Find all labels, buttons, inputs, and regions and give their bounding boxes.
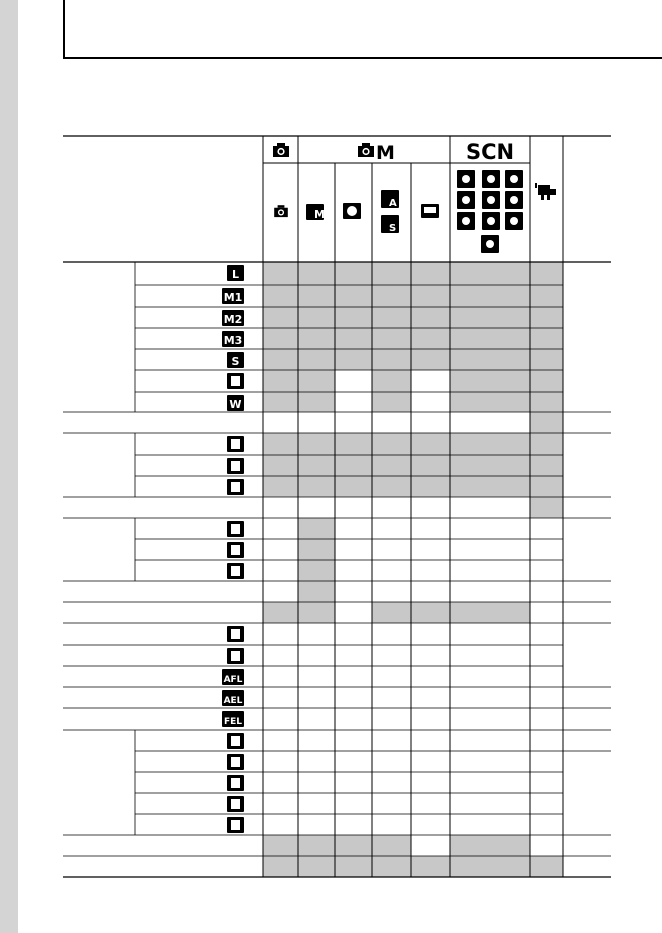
scene-mode-glyph xyxy=(487,217,495,225)
shaded-cell xyxy=(450,835,530,856)
shaded-cell xyxy=(450,307,530,328)
shaded-cell xyxy=(372,602,411,623)
shaded-cell xyxy=(450,370,530,392)
camera-manual-icon xyxy=(358,143,374,157)
shaded-cell xyxy=(263,285,298,307)
shaded-cell xyxy=(450,433,530,455)
shaded-cell xyxy=(530,370,563,392)
scene-mode-glyph xyxy=(487,175,495,183)
my-colors-s-label: S xyxy=(389,223,397,234)
shaded-cell xyxy=(450,602,530,623)
shaded-cell xyxy=(263,433,298,455)
infinity-glyph xyxy=(231,651,240,661)
flash-off-glyph xyxy=(231,566,240,576)
fine-glyph xyxy=(231,461,240,471)
shaded-cell xyxy=(335,262,372,285)
shaded-cell xyxy=(298,370,335,392)
recording-pixels-M3-glyph: M3 xyxy=(223,334,243,347)
shaded-cell xyxy=(411,349,450,370)
manual-m-glyph: M xyxy=(314,208,325,221)
shaded-cell xyxy=(411,476,450,497)
shaded-cell xyxy=(298,285,335,307)
shaded-cell xyxy=(450,349,530,370)
shaded-cell xyxy=(298,455,335,476)
shaded-cell xyxy=(450,392,530,412)
scene-label: SCN xyxy=(466,140,515,164)
flash-on-glyph xyxy=(231,545,240,555)
shaded-cell xyxy=(335,328,372,349)
shaded-cell xyxy=(263,262,298,285)
shaded-cell xyxy=(530,433,563,455)
shaded-cell xyxy=(298,392,335,412)
postcard-glyph xyxy=(231,376,240,386)
camera-icon xyxy=(273,143,289,157)
shaded-cell xyxy=(263,392,298,412)
shaded-cell xyxy=(335,856,372,877)
shaded-cell xyxy=(298,518,335,539)
widescreen-glyph: W xyxy=(229,398,242,411)
shaded-cell xyxy=(530,412,563,433)
auto-flash-glyph xyxy=(231,524,240,534)
shaded-cell xyxy=(411,856,450,877)
shaded-cell xyxy=(411,433,450,455)
shaded-cell xyxy=(298,856,335,877)
shaded-cell xyxy=(530,328,563,349)
shaded-cell xyxy=(411,262,450,285)
shaded-cell xyxy=(372,262,411,285)
shaded-cell xyxy=(298,476,335,497)
shaded-cell xyxy=(335,285,372,307)
superfine-glyph xyxy=(231,439,240,449)
shaded-cell xyxy=(372,328,411,349)
ae-lock-glyph: AEL xyxy=(223,696,243,706)
scene-mode-glyph xyxy=(486,240,494,248)
shaded-cell xyxy=(298,835,335,856)
shaded-cell xyxy=(530,285,563,307)
self-timer-2s-glyph xyxy=(231,799,240,809)
shaded-cell xyxy=(298,581,335,602)
shaded-cell xyxy=(530,476,563,497)
shaded-cell xyxy=(530,262,563,285)
shaded-cell xyxy=(450,856,530,877)
self-timer-10s-glyph xyxy=(231,778,240,788)
shaded-cell xyxy=(335,307,372,328)
shaded-cell xyxy=(450,285,530,307)
shaded-cell xyxy=(263,476,298,497)
shaded-cell xyxy=(263,455,298,476)
normal-glyph xyxy=(231,482,240,492)
shaded-cell xyxy=(372,307,411,328)
shaded-cell xyxy=(263,856,298,877)
shaded-cell xyxy=(335,476,372,497)
scene-mode-glyph xyxy=(462,217,470,225)
recording-pixels-L-glyph: L xyxy=(231,268,240,281)
shaded-cell xyxy=(298,328,335,349)
shaded-cell xyxy=(298,349,335,370)
shaded-cell xyxy=(335,455,372,476)
camera-auto-icon xyxy=(274,205,288,217)
fe-lock-glyph: FEL xyxy=(223,717,243,727)
shaded-cell xyxy=(372,856,411,877)
digital-macro-flower xyxy=(347,206,357,216)
scene-mode-glyph xyxy=(462,196,470,204)
shaded-cell xyxy=(263,602,298,623)
shaded-cell xyxy=(530,856,563,877)
shaded-cell xyxy=(411,455,450,476)
shaded-cell xyxy=(411,307,450,328)
shaded-cell xyxy=(411,602,450,623)
shaded-cell xyxy=(450,476,530,497)
shaded-cell xyxy=(372,433,411,455)
shaded-cell xyxy=(335,349,372,370)
shaded-cell xyxy=(372,455,411,476)
scene-mode-glyph xyxy=(510,217,518,225)
shaded-cell xyxy=(263,349,298,370)
shaded-cell xyxy=(298,602,335,623)
camera-manual-label: M xyxy=(376,142,395,164)
shaded-cell xyxy=(530,392,563,412)
shaded-cell xyxy=(335,433,372,455)
shaded-cell xyxy=(372,349,411,370)
shaded-cell xyxy=(372,835,411,856)
shaded-cell xyxy=(298,539,335,560)
stitch-frame xyxy=(424,207,436,213)
recording-pixels-M1-glyph: M1 xyxy=(223,291,243,304)
my-colors-a-label: A xyxy=(389,198,397,209)
scene-mode-glyph xyxy=(510,196,518,204)
shaded-cell xyxy=(372,370,411,392)
shaded-cell xyxy=(298,307,335,328)
shaded-cell xyxy=(263,835,298,856)
shaded-cell xyxy=(372,285,411,307)
shaded-cell xyxy=(411,285,450,307)
shaded-cell xyxy=(298,560,335,581)
scene-mode-glyph xyxy=(462,175,470,183)
shaded-cell xyxy=(450,328,530,349)
single-shot-glyph xyxy=(231,736,240,746)
shaded-cell xyxy=(372,476,411,497)
movie-icon xyxy=(535,183,556,200)
af-lock-glyph: AFL xyxy=(223,675,243,685)
shaded-cell xyxy=(263,328,298,349)
recording-pixels-S-glyph: S xyxy=(231,355,240,368)
recording-pixels-M2-glyph: M2 xyxy=(223,313,243,326)
macro-glyph xyxy=(231,629,240,639)
shaded-cell xyxy=(263,370,298,392)
shaded-cell xyxy=(298,433,335,455)
shaded-cell xyxy=(263,307,298,328)
shaded-cell xyxy=(450,455,530,476)
continuous-glyph xyxy=(231,757,240,767)
shaded-cell xyxy=(530,455,563,476)
shaded-cell xyxy=(372,392,411,412)
shaded-cell xyxy=(530,349,563,370)
scene-mode-glyph xyxy=(487,196,495,204)
shaded-cell xyxy=(530,307,563,328)
custom-timer-glyph xyxy=(231,820,240,830)
shaded-cell xyxy=(298,262,335,285)
shaded-cell xyxy=(411,328,450,349)
shaded-cell xyxy=(450,262,530,285)
shaded-cell xyxy=(335,835,372,856)
scene-mode-glyph xyxy=(510,175,518,183)
shaded-cell xyxy=(530,497,563,518)
